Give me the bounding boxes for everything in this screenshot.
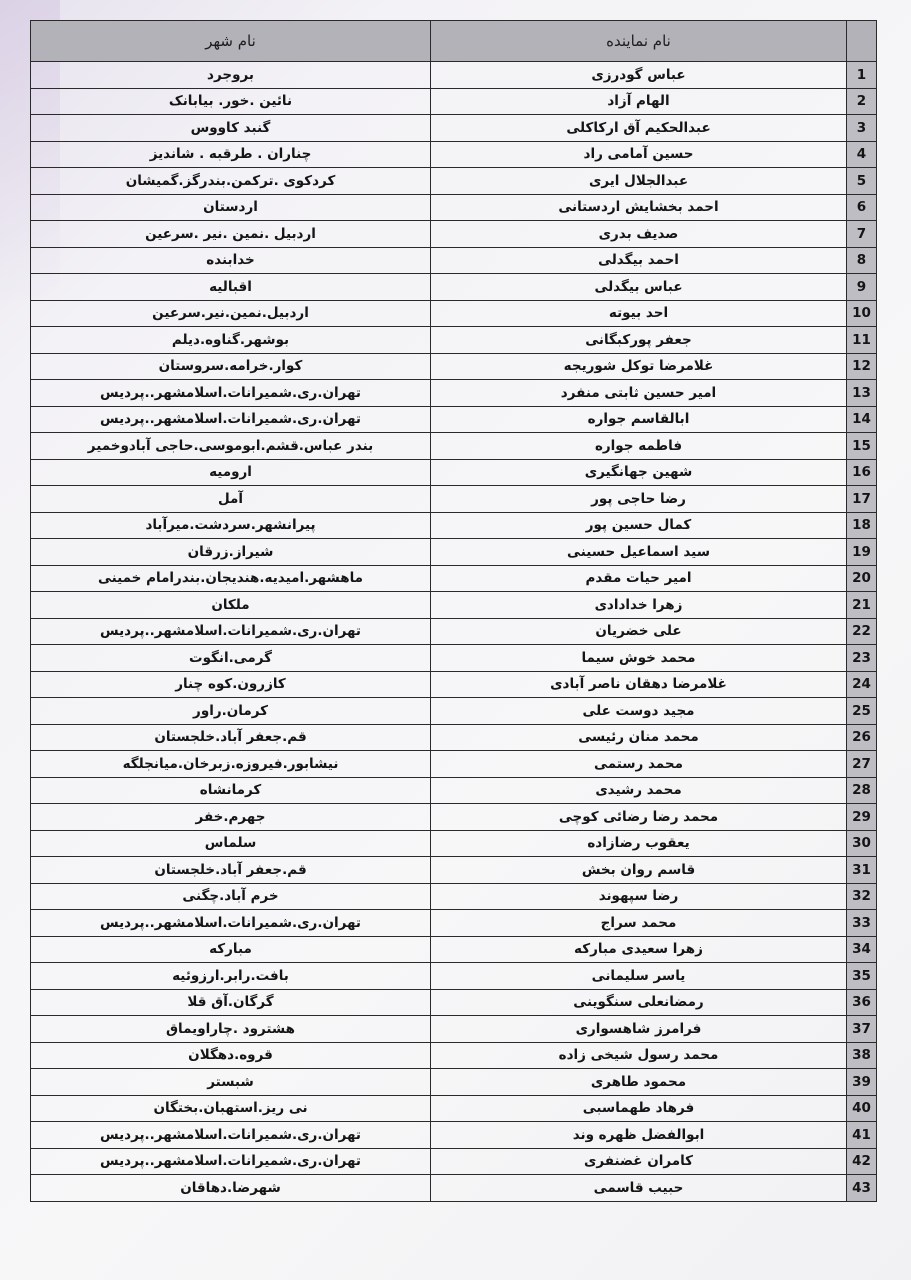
city-cell: هشترود .چاراویماق xyxy=(31,1016,431,1043)
city-cell: چناران . طرقبه . شاندیز xyxy=(31,141,431,168)
row-number-cell: 31 xyxy=(847,857,877,884)
table-row xyxy=(31,777,877,804)
representative-name-cell: عباس گودرزی xyxy=(431,62,847,89)
representative-name-cell: محمد رضا رضائی کوچی xyxy=(431,804,847,831)
table-row xyxy=(31,247,877,274)
city-cell: قروه.دهگلان xyxy=(31,1042,431,1069)
table-row xyxy=(31,592,877,619)
row-number-cell: 37 xyxy=(847,1016,877,1043)
city-cell: سلماس xyxy=(31,830,431,857)
representative-name-cell: یاسر سلیمانی xyxy=(431,963,847,990)
table-header xyxy=(31,21,877,62)
row-number-cell: 38 xyxy=(847,1042,877,1069)
city-cell: خرم آباد.چگنی xyxy=(31,883,431,910)
row-number-cell: 4 xyxy=(847,141,877,168)
table-row xyxy=(31,406,877,433)
city-cell: گرمی.انگوت xyxy=(31,645,431,672)
table-row xyxy=(31,221,877,248)
representative-name-cell: شهین جهانگیری xyxy=(431,459,847,486)
representative-name-cell: جعفر پورکبگانی xyxy=(431,327,847,354)
representative-name-cell: رضا حاجی پور xyxy=(431,486,847,513)
representative-name-cell: سید اسماعیل حسینی xyxy=(431,539,847,566)
row-number-cell: 11 xyxy=(847,327,877,354)
row-number-cell: 22 xyxy=(847,618,877,645)
table-row xyxy=(31,1148,877,1175)
table-row xyxy=(31,910,877,937)
representative-name-cell: محمود طاهری xyxy=(431,1069,847,1096)
city-cell: قم.جعفر آباد.خلجستان xyxy=(31,724,431,751)
row-number-cell: 6 xyxy=(847,194,877,221)
row-number-cell: 19 xyxy=(847,539,877,566)
city-cell: اردبیل.نمین.نیر.سرعین xyxy=(31,300,431,327)
row-number-cell: 5 xyxy=(847,168,877,195)
city-cell: کوار.خرامه.سروستان xyxy=(31,353,431,380)
city-cell: تهران.ری.شمیرانات.اسلامشهر..پردیس xyxy=(31,618,431,645)
representative-name-cell: حسین آمامی راد xyxy=(431,141,847,168)
header-name: نام نماینده xyxy=(431,21,847,62)
representative-name-cell: ابوالفضل ظهره وند xyxy=(431,1122,847,1149)
city-cell: اردستان xyxy=(31,194,431,221)
city-cell: تهران.ری.شمیرانات.اسلامشهر..پردیس xyxy=(31,1122,431,1149)
representative-name-cell: محمد رشیدی xyxy=(431,777,847,804)
row-number-cell: 18 xyxy=(847,512,877,539)
city-cell: خدابنده xyxy=(31,247,431,274)
table-row xyxy=(31,698,877,725)
city-cell: کرمانشاه xyxy=(31,777,431,804)
table-row xyxy=(31,565,877,592)
representative-name-cell: فاطمه جواره xyxy=(431,433,847,460)
row-number-cell: 13 xyxy=(847,380,877,407)
representative-name-cell: محمد خوش سیما xyxy=(431,645,847,672)
table-row xyxy=(31,380,877,407)
city-cell: تهران.ری.شمیرانات.اسلامشهر..پردیس xyxy=(31,910,431,937)
row-number-cell: 40 xyxy=(847,1095,877,1122)
row-number-cell: 1 xyxy=(847,62,877,89)
row-number-cell: 12 xyxy=(847,353,877,380)
table-row xyxy=(31,1122,877,1149)
representative-name-cell: عبدالحکیم آق ارکاکلی xyxy=(431,115,847,142)
representative-name-cell: یعقوب رضازاده xyxy=(431,830,847,857)
representative-name-cell: محمد رستمی xyxy=(431,751,847,778)
table-row xyxy=(31,115,877,142)
row-number-cell: 33 xyxy=(847,910,877,937)
table-row xyxy=(31,274,877,301)
table-row xyxy=(31,300,877,327)
row-number-cell: 30 xyxy=(847,830,877,857)
row-number-cell: 21 xyxy=(847,592,877,619)
representative-name-cell: محمد سراج xyxy=(431,910,847,937)
city-cell: ارومیه xyxy=(31,459,431,486)
table-row xyxy=(31,618,877,645)
representative-name-cell: امیر حسین ثابتی منفرد xyxy=(431,380,847,407)
representative-name-cell: رضا سپهوند xyxy=(431,883,847,910)
representative-name-cell: قاسم روان بخش xyxy=(431,857,847,884)
table-row xyxy=(31,804,877,831)
row-number-cell: 23 xyxy=(847,645,877,672)
representative-name-cell: فرهاد طهماسبی xyxy=(431,1095,847,1122)
representative-name-cell: الهام آزاد xyxy=(431,88,847,115)
city-cell: قم.جعفر آباد.خلجستان xyxy=(31,857,431,884)
header-city: نام شهر xyxy=(31,21,431,62)
table-row xyxy=(31,168,877,195)
representative-name-cell: زهرا خدادادی xyxy=(431,592,847,619)
row-number-cell: 14 xyxy=(847,406,877,433)
representative-name-cell: غلامرضا دهقان ناصر آبادی xyxy=(431,671,847,698)
row-number-cell: 42 xyxy=(847,1148,877,1175)
row-number-cell: 34 xyxy=(847,936,877,963)
table-row xyxy=(31,327,877,354)
table-row xyxy=(31,486,877,513)
city-cell: آمل xyxy=(31,486,431,513)
city-cell: بوشهر.گناوه.دیلم xyxy=(31,327,431,354)
representative-name-cell: فرامرز شاهسواری xyxy=(431,1016,847,1043)
row-number-cell: 20 xyxy=(847,565,877,592)
table-row xyxy=(31,539,877,566)
header-number xyxy=(847,21,877,62)
representative-name-cell: علی خضریان xyxy=(431,618,847,645)
row-number-cell: 25 xyxy=(847,698,877,725)
representative-name-cell: غلامرضا توکل شوریجه xyxy=(431,353,847,380)
city-cell: تهران.ری.شمیرانات.اسلامشهر..پردیس xyxy=(31,406,431,433)
city-cell: نی ریز.استهبان.بختگان xyxy=(31,1095,431,1122)
row-number-cell: 26 xyxy=(847,724,877,751)
row-number-cell: 9 xyxy=(847,274,877,301)
representative-name-cell: ابالقاسم جواره xyxy=(431,406,847,433)
city-cell: بروجرد xyxy=(31,62,431,89)
city-cell: کرمان.راور xyxy=(31,698,431,725)
city-cell: اردبیل .نمین .نیر .سرعین xyxy=(31,221,431,248)
representative-name-cell: احد بیوته xyxy=(431,300,847,327)
representative-name-cell: زهرا سعیدی مبارکه xyxy=(431,936,847,963)
city-cell: گرگان.آق قلا xyxy=(31,989,431,1016)
table-row xyxy=(31,1016,877,1043)
table-row xyxy=(31,936,877,963)
city-cell: تهران.ری.شمیرانات.اسلامشهر..پردیس xyxy=(31,380,431,407)
row-number-cell: 16 xyxy=(847,459,877,486)
representative-name-cell: صدیف بدری xyxy=(431,221,847,248)
table-row xyxy=(31,141,877,168)
table-row xyxy=(31,963,877,990)
row-number-cell: 28 xyxy=(847,777,877,804)
table-row xyxy=(31,1175,877,1202)
representative-name-cell: محمد رسول شیخی زاده xyxy=(431,1042,847,1069)
row-number-cell: 35 xyxy=(847,963,877,990)
table-row xyxy=(31,671,877,698)
representative-name-cell: احمد بخشایش اردستانی xyxy=(431,194,847,221)
row-number-cell: 10 xyxy=(847,300,877,327)
city-cell: مبارکه xyxy=(31,936,431,963)
row-number-cell: 15 xyxy=(847,433,877,460)
row-number-cell: 41 xyxy=(847,1122,877,1149)
table-row xyxy=(31,1069,877,1096)
representative-name-cell: عبدالجلال ایری xyxy=(431,168,847,195)
representative-name-cell: کمال حسین پور xyxy=(431,512,847,539)
representative-name-cell: احمد بیگدلی xyxy=(431,247,847,274)
table-row xyxy=(31,830,877,857)
table-row xyxy=(31,883,877,910)
representative-name-cell: عباس بیگدلی xyxy=(431,274,847,301)
city-cell: بافت.رابر.ارزوئیه xyxy=(31,963,431,990)
city-cell: نائین .خور. بیابانک xyxy=(31,88,431,115)
table-body xyxy=(31,62,877,1202)
row-number-cell: 3 xyxy=(847,115,877,142)
table-row xyxy=(31,194,877,221)
city-cell: شهرضا.دهاقان xyxy=(31,1175,431,1202)
table-row xyxy=(31,857,877,884)
header-row xyxy=(31,21,877,62)
table-row xyxy=(31,751,877,778)
city-cell: شبستر xyxy=(31,1069,431,1096)
row-number-cell: 27 xyxy=(847,751,877,778)
city-cell: ملکان xyxy=(31,592,431,619)
city-cell: شیراز.زرقان xyxy=(31,539,431,566)
row-number-cell: 36 xyxy=(847,989,877,1016)
city-cell: بندر عباس.قشم.ابوموسی.حاجی آبادوخمیر xyxy=(31,433,431,460)
row-number-cell: 7 xyxy=(847,221,877,248)
representatives-table xyxy=(30,20,877,1202)
table-row xyxy=(31,62,877,89)
row-number-cell: 39 xyxy=(847,1069,877,1096)
table-row xyxy=(31,724,877,751)
row-number-cell: 32 xyxy=(847,883,877,910)
city-cell: ماهشهر.امیدیه.هندیجان.بندرامام خمینی xyxy=(31,565,431,592)
city-cell: جهرم.خفر xyxy=(31,804,431,831)
row-number-cell: 29 xyxy=(847,804,877,831)
city-cell: کازرون.کوه چنار xyxy=(31,671,431,698)
representative-name-cell: امیر حیات مقدم xyxy=(431,565,847,592)
city-cell: پیرانشهر.سردشت.میرآباد xyxy=(31,512,431,539)
representative-name-cell: حبیب قاسمی xyxy=(431,1175,847,1202)
row-number-cell: 17 xyxy=(847,486,877,513)
city-cell: گنبد کاووس xyxy=(31,115,431,142)
row-number-cell: 24 xyxy=(847,671,877,698)
row-number-cell: 43 xyxy=(847,1175,877,1202)
row-number-cell: 2 xyxy=(847,88,877,115)
representative-name-cell: کامران غضنفری xyxy=(431,1148,847,1175)
city-cell: کردکوی .ترکمن.بندرگز.گمیشان xyxy=(31,168,431,195)
table-row xyxy=(31,512,877,539)
row-number-cell: 8 xyxy=(847,247,877,274)
city-cell: تهران.ری.شمیرانات.اسلامشهر..پردیس xyxy=(31,1148,431,1175)
table-row xyxy=(31,353,877,380)
table-row xyxy=(31,989,877,1016)
table-row xyxy=(31,1042,877,1069)
representative-name-cell: مجید دوست علی xyxy=(431,698,847,725)
table-row xyxy=(31,88,877,115)
city-cell: اقبالیه xyxy=(31,274,431,301)
table-row xyxy=(31,433,877,460)
representative-name-cell: رمضانعلی سنگوینی xyxy=(431,989,847,1016)
city-cell: نیشابور.فیروزه.زبرخان.میانجلگه xyxy=(31,751,431,778)
table-row xyxy=(31,459,877,486)
table-row xyxy=(31,645,877,672)
representative-name-cell: محمد منان رئیسی xyxy=(431,724,847,751)
table-row xyxy=(31,1095,877,1122)
